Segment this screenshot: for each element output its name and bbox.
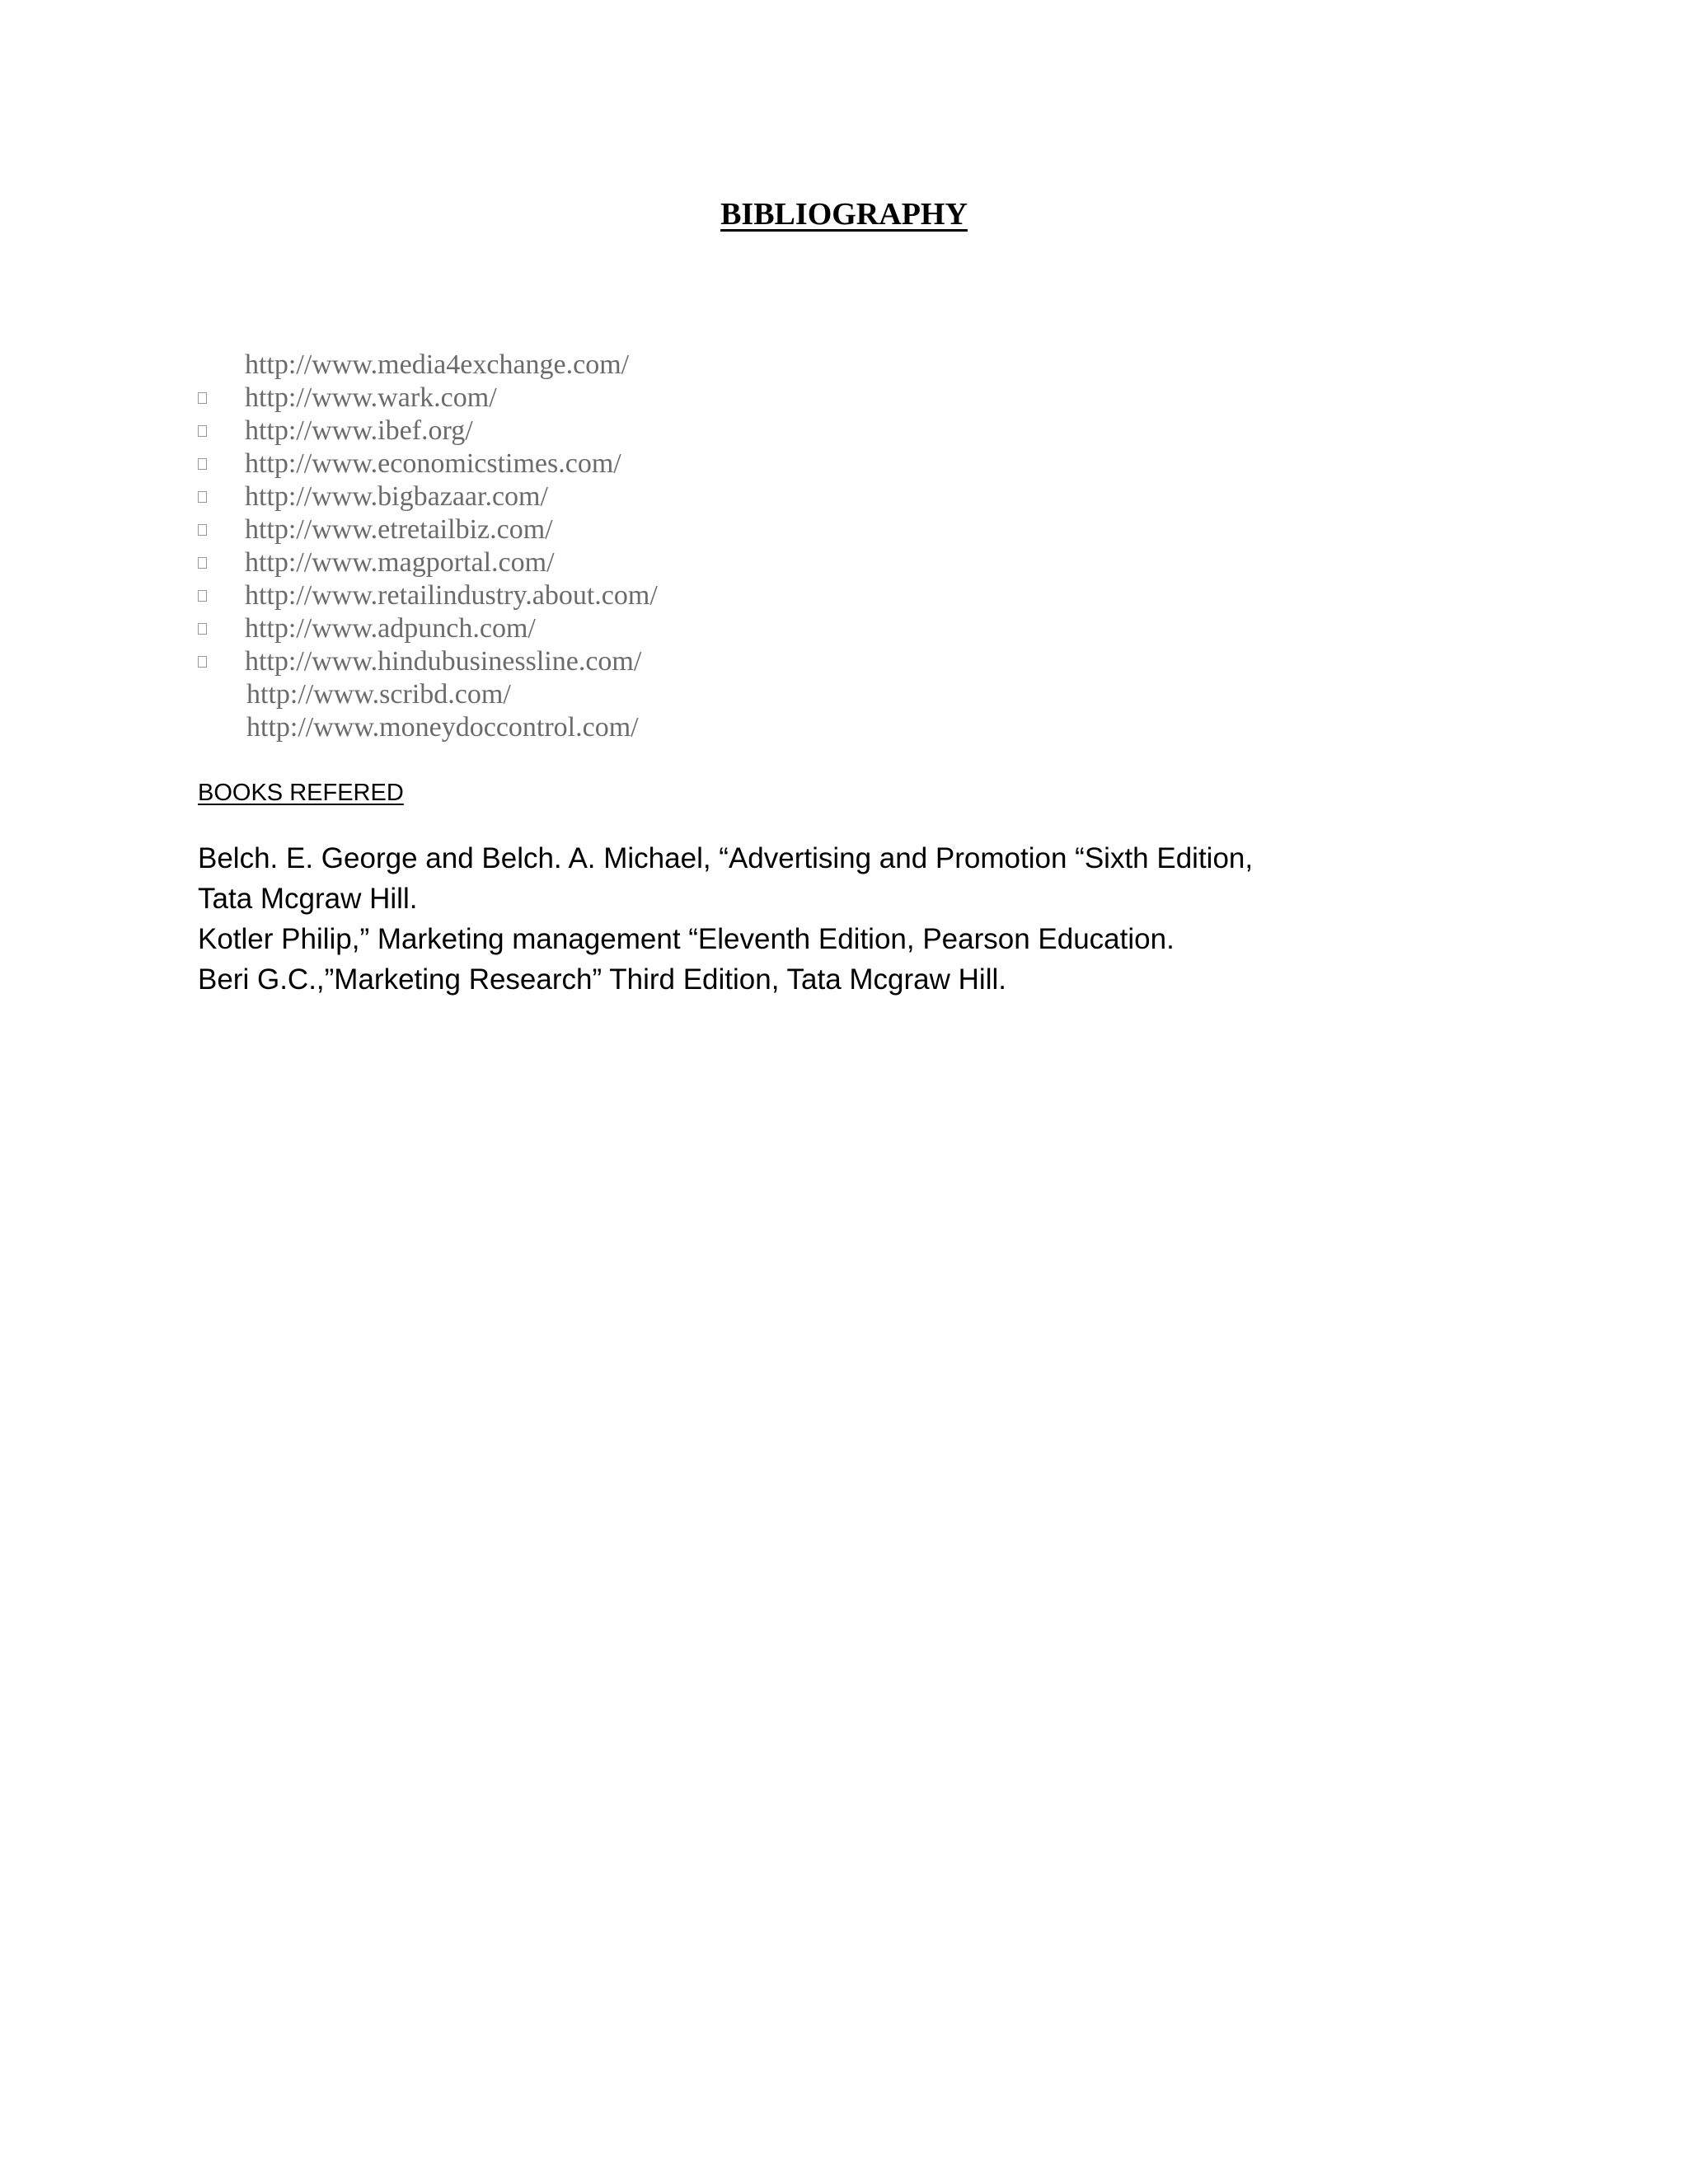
website-item [198,678,1187,711]
website-item [198,711,1187,744]
square-bullet-icon [198,491,207,503]
square-bullet-icon [198,425,207,437]
website-item [198,612,1187,645]
website-item [198,415,1187,448]
website-item [198,349,1187,382]
website-url[interactable]: http://www.ibef.org/ [245,415,473,446]
book-line: Tata Mcgraw Hill. [198,883,418,915]
page-title [0,194,1688,235]
square-bullet-icon [198,623,207,635]
website-list [198,349,1187,744]
website-item [198,513,1187,546]
books-heading: BOOKS REFERED [198,780,404,806]
square-bullet-icon [198,524,207,536]
website-url[interactable]: http://www.wark.com/ [245,382,497,413]
website-item [198,382,1187,415]
square-bullet-icon [198,392,207,404]
website-url[interactable]: http://www.media4exchange.com/ [245,349,630,380]
square-bullet-icon [198,656,207,668]
website-url[interactable]: http://www.economicstimes.com/ [245,448,621,479]
website-url[interactable]: http://www.hindubusinessline.com/ [245,646,642,677]
book-line: Kotler Philip,” Marketing management “Eleventh Edition, Pearson Education. [198,923,1175,955]
website-item [198,579,1187,612]
book-line: Belch. E. George and Belch. A. Michael, “Advertising and Promotion “Sixth Edition, [198,842,1254,874]
website-item [198,480,1187,513]
website-item [198,645,1187,678]
square-bullet-icon [198,557,207,569]
website-url[interactable]: http://www.retailindustry.about.com/ [245,580,658,611]
website-url[interactable]: http://www.adpunch.com/ [245,613,536,644]
website-url[interactable]: http://www.etretailbiz.com/ [245,514,553,545]
book-list [198,838,1599,1000]
square-bullet-icon [198,458,207,470]
website-url[interactable]: http://www.magportal.com/ [245,547,555,578]
book-line: Beri G.C.,”Marketing Research” Third Edition, Tata Mcgraw Hill. [198,963,1006,996]
website-item [198,546,1187,579]
square-bullet-icon [198,590,207,602]
page-title-text: BIBLIOGRAPHY [720,197,968,232]
website-url[interactable]: http://www.scribd.com/ [246,679,511,710]
website-url[interactable]: http://www.moneydoccontrol.com/ [246,712,639,743]
website-item [198,448,1187,480]
website-url[interactable]: http://www.bigbazaar.com/ [245,481,548,512]
